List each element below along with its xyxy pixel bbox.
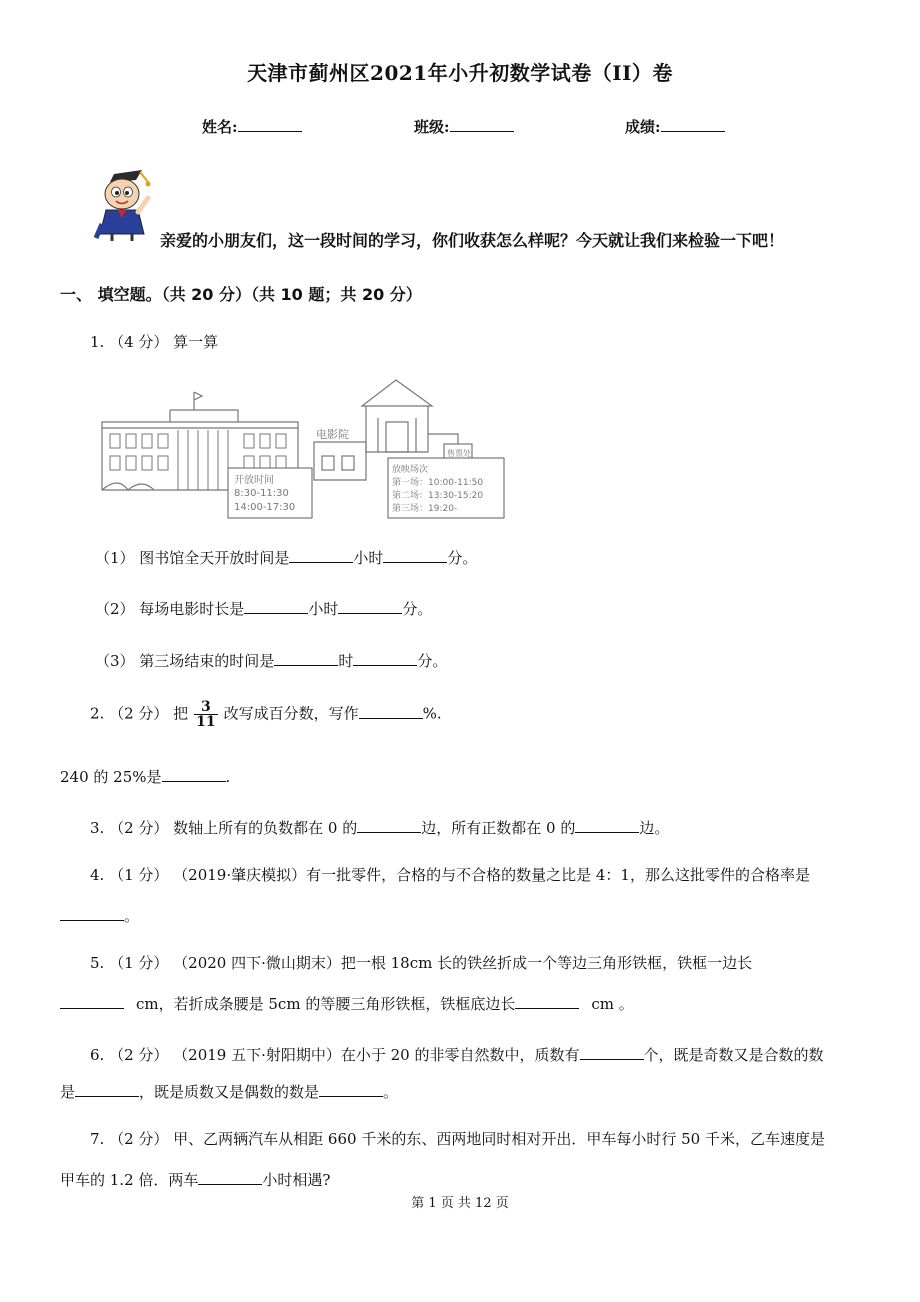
- ticket-label: 售票处: [447, 449, 471, 458]
- class-label: 班级:: [414, 117, 450, 136]
- library-hours-1: 8:30-11:30: [234, 488, 289, 499]
- question-5: 5. （1 分） （2020 四下·微山期末）把一根 18cm 长的铁丝折成一个等边三角形铁框，铁框一边长: [90, 954, 753, 972]
- schedule-3: 第三场：19:20-: [392, 504, 458, 514]
- question-5-line-2: cm，若折成条腰是 5cm 的等腰三角形铁框，铁框底边长 cm 。: [60, 992, 634, 1013]
- name-field: [202, 115, 302, 137]
- answer-blank[interactable]: [357, 816, 421, 833]
- answer-blank[interactable]: [338, 597, 402, 614]
- schedule-1: 第一场：10:00-11:50: [392, 478, 484, 488]
- answer-blank[interactable]: [359, 702, 423, 719]
- question-1-2: （2） 每场电影时长是 小时 分。: [95, 597, 432, 618]
- class-blank[interactable]: [450, 115, 514, 132]
- answer-blank[interactable]: [319, 1080, 383, 1097]
- score-label: 成绩:: [625, 117, 661, 136]
- answer-blank[interactable]: [575, 816, 639, 833]
- answer-blank[interactable]: [289, 546, 353, 563]
- library-hours-2: 14:00-17:30: [234, 502, 296, 513]
- answer-blank[interactable]: [383, 546, 447, 563]
- answer-blank[interactable]: [580, 1043, 644, 1060]
- class-field: [414, 115, 514, 137]
- answer-blank[interactable]: [515, 992, 579, 1009]
- library-hours-title: 开放时间: [234, 475, 274, 486]
- schedule-2: 第二场：13:30-15:20: [392, 491, 484, 501]
- question-6: 6. （2 分） （2019 五下·射阳期中）在小于 20 的非零自然数中，质数有 个，既是奇数又是合数的数: [90, 1043, 824, 1064]
- mascot-image: [92, 168, 154, 242]
- question-4-line-2: 。: [60, 904, 139, 925]
- answer-blank[interactable]: [60, 904, 124, 921]
- page-title: 天津市蓟州区2021年小升初数学试卷（II）卷: [247, 61, 673, 85]
- answer-blank[interactable]: [162, 765, 226, 782]
- answer-blank[interactable]: [353, 649, 417, 666]
- name-label: 姓名:: [202, 117, 238, 136]
- score-blank[interactable]: [661, 115, 725, 132]
- question-3: 3. （2 分） 数轴上所有的负数都在 0 的 边，所有正数都在 0 的 边。: [90, 816, 669, 837]
- question-4: 4. （1 分） （2019·肇庆模拟）有一批零件，合格的与不合格的数量之比是 4：1，那么这批零件的合格率是: [90, 866, 810, 884]
- score-field: [625, 115, 725, 137]
- question-1-heading: 1. （4 分） 算一算: [90, 333, 219, 351]
- answer-blank[interactable]: [198, 1168, 262, 1185]
- question-2: 2. （2 分） 把 $\frac{3}{11}$ 改写成百分数，写作 %.: [90, 699, 442, 730]
- answer-blank[interactable]: [274, 649, 338, 666]
- greeting-text: 亲爱的小朋友们，这一段时间的学习，你们收获怎么样呢？今天就让我们来检验一下吧！: [160, 231, 785, 250]
- schedule-title: 放映场次: [392, 465, 429, 475]
- section-heading: 一、 填空题。（共 20 分）（共 10 题；共 20 分）: [60, 285, 422, 304]
- answer-blank[interactable]: [75, 1080, 139, 1097]
- fraction-3-11: $\frac{3}{11}$: [196, 699, 216, 730]
- question-7: 7. （2 分） 甲、乙两辆汽车从相距 660 千米的东、西两地同时相对开出．甲车每小时行 50 千米，乙车速度是: [90, 1130, 825, 1148]
- question-1-1: （1） 图书馆全天开放时间是 小时 分。: [95, 546, 477, 567]
- question-6-line-2: 是 ，既是质数又是偶数的数是 。: [60, 1080, 398, 1101]
- cinema-label: 电影院: [316, 428, 349, 441]
- question-7-line-2: 甲车的 1.2 倍．两车 小时相遇?: [60, 1168, 330, 1189]
- library-cinema-illustration: [98, 372, 508, 522]
- answer-blank[interactable]: [244, 597, 308, 614]
- question-1-3: （3） 第三场结束的时间是 时 分。: [95, 649, 447, 670]
- name-blank[interactable]: [238, 115, 302, 132]
- answer-blank[interactable]: [60, 992, 124, 1009]
- page-footer: 第 1 页 共 12 页: [411, 1196, 509, 1211]
- question-2-line-2: 240 的 25%是 .: [60, 765, 230, 786]
